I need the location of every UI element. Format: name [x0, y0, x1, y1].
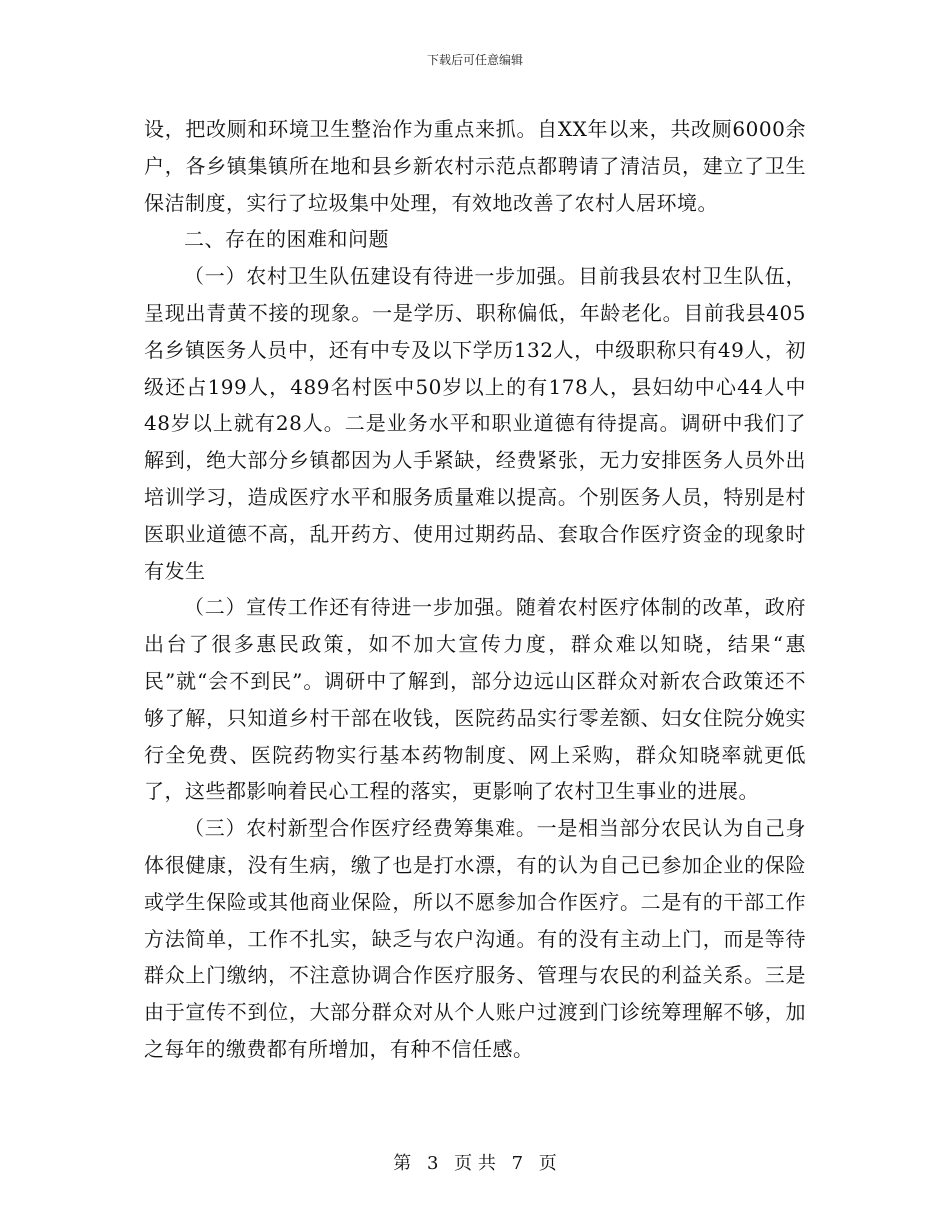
section-heading: 二、存在的困难和问题	[184, 227, 389, 252]
page-label-pre: 第	[393, 1153, 412, 1174]
page-label-post: 页	[538, 1153, 557, 1174]
page-footer	[0, 1153, 950, 1175]
paragraph-item-3: （三）农村新型合作医疗经费筹集难。一是相当部分农民认为自己身体很健康，没有生病，缴了也是打水漂，有的认为自己已参加企业的保险或学生保险或其他商业保险，所以不愿参加合作医疗。二是有的干部工作方法简单，工作不扎实，缺乏与农户沟通。有的没有主动上门，而是等待群众上门缴纳，不注意协调合作医疗服务、管理与农民的利益关系。三是由于宣传不到位，大部分群众对从个人账户过渡到门诊统筹理解不够，加之每年的缴费都有所增加，有种不信任感。	[144, 816, 806, 1061]
paragraph-item-2: （二）宣传工作还有待进一步加强。随着农村医疗体制的改革，政府出台了很多惠民政策，如不加大宣传力度，群众难以知晓，结果“惠民”就“会不到民”。调研中了解到，部分边远山区群众对新农合政策还不够了解，只知道乡村干部在收钱，医院药品实行零差额、妇女住院分娩实行全免费、医院药物实行基本药物制度、网上采购，群众知晓率就更低了，这些都影响着民心工程的落实，更影响了农村卫生事业的进展。	[144, 595, 806, 804]
header-note: 下载后可任意编辑	[426, 53, 523, 67]
paragraph-item-1: （一）农村卫生队伍建设有待进一步加强。目前我县农村卫生队伍，呈现出青黄不接的现象。一是学历、职称偏低，年龄老化。目前我县405名乡镇医务人员中，还有中专及以下学历132人，中级职称只有49人，初级还占199人，489名村医中50岁以上的有178人，县妇幼中心44人中48岁以上就有28人。二是业务水平和职业道德有待提高。调研中我们了解到，绝大部分乡镇都因为人手紧缺，经费紧张，无力安排医务人员外出培训学习，造成医疗水平和服务质量难以提高。个别医务人员，特别是村医职业道德不高，乱开药方、使用过期药品、套取合作医疗资金的现象时有发生	[144, 264, 806, 583]
paragraph-continued: 设，把改厕和环境卫生整治作为重点来抓。自XX年以来，共改厕6000余户，各乡镇集镇所在地和县乡新农村示范点都聘请了清洁员，建立了卫生保洁制度，实行了垃圾集中处理，有效地改善了农村人居环境。	[144, 117, 806, 215]
document-body	[144, 111, 806, 1068]
page-header	[0, 52, 950, 68]
page-current: 3	[426, 1153, 439, 1174]
page-label-mid: 页 共	[454, 1153, 496, 1174]
page-total: 7	[511, 1153, 524, 1174]
